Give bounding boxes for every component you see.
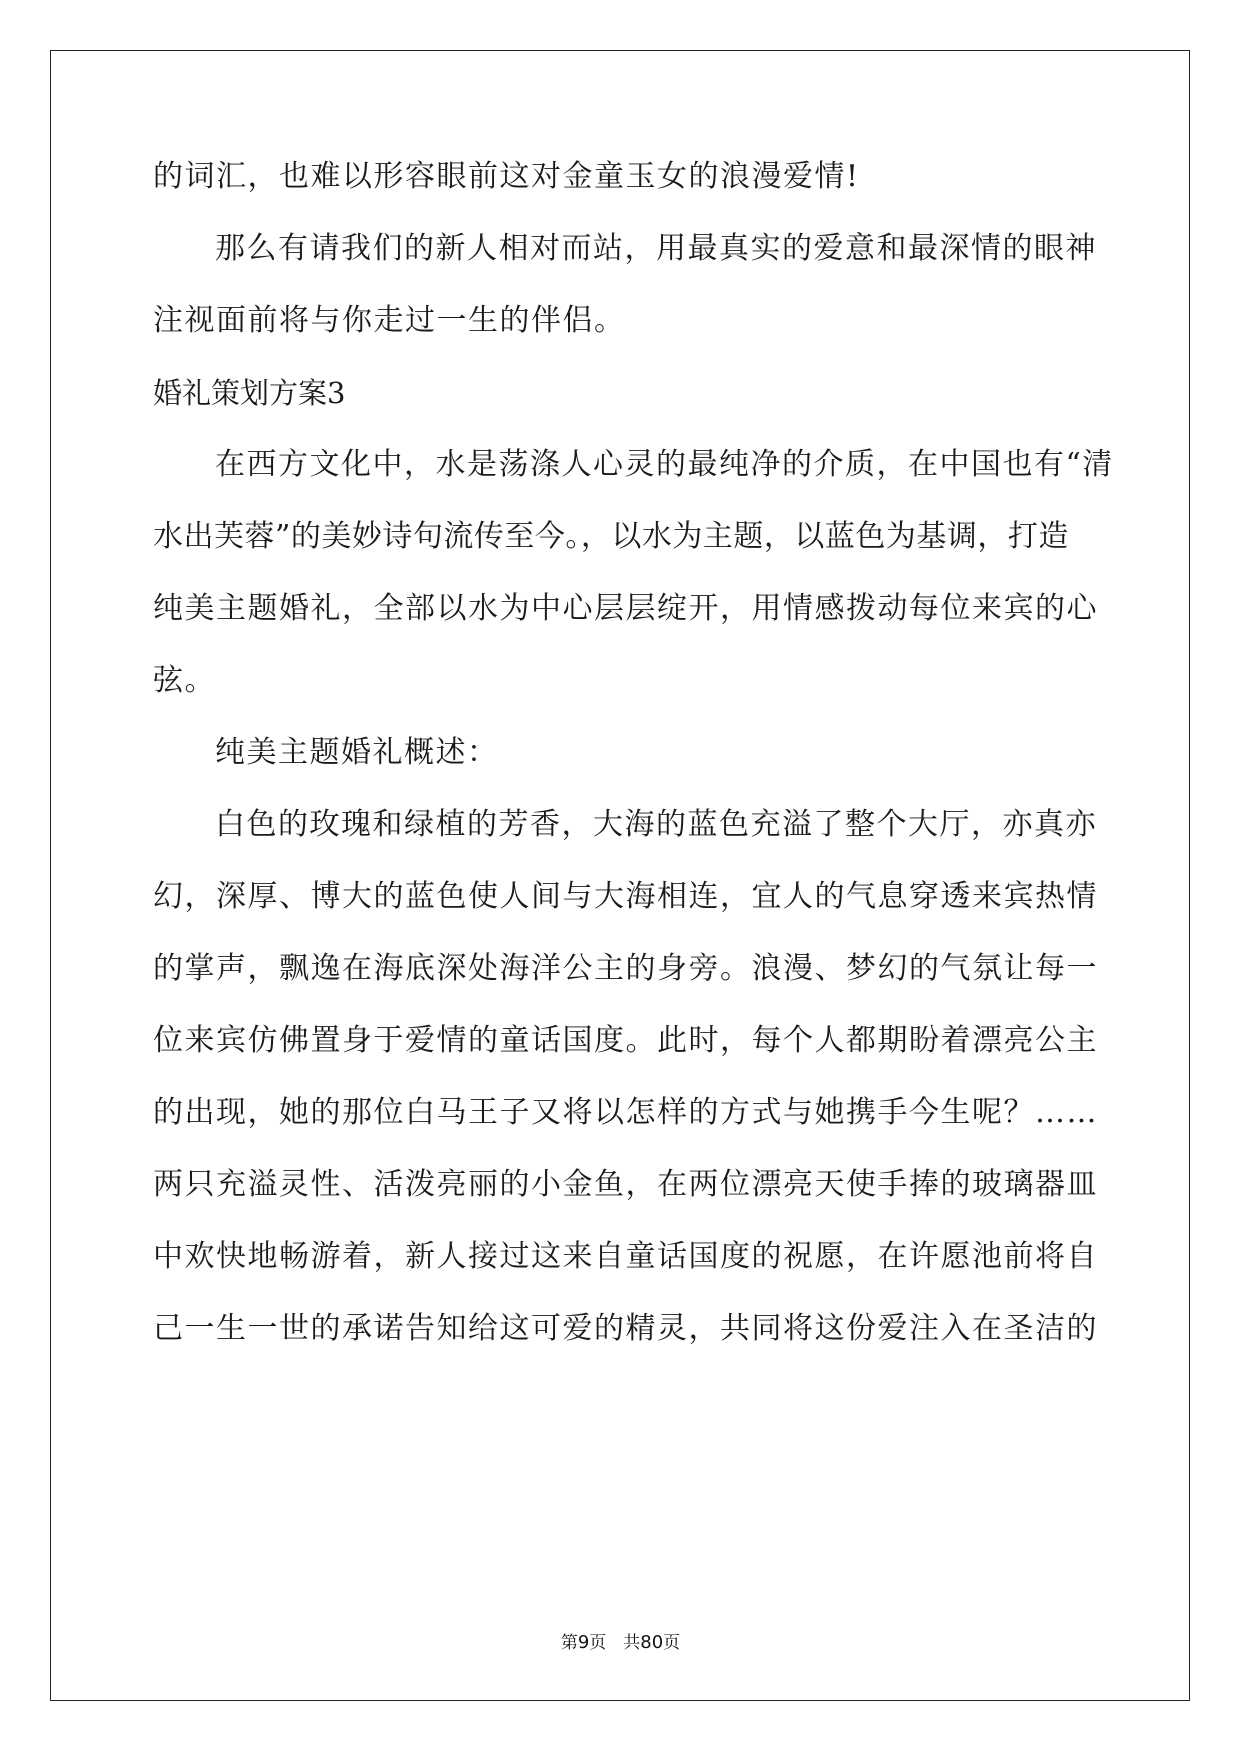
- text-line-15: 两只充溢灵性、活泼亮丽的小金鱼，在两位漂亮天使手捧的玻璃器皿: [153, 1167, 1098, 1202]
- section-heading: 婚礼策划方案3: [153, 376, 346, 410]
- footer-middle: 页 共: [589, 1633, 641, 1653]
- text-line-6: 水出芙蓉”的美妙诗句流传至今。，以水为主题，以蓝色为基调，打造: [153, 519, 1069, 554]
- text-line-1: 的词汇，也难以形容眼前这对金童玉女的浪漫爱情!: [153, 159, 860, 194]
- text-line-7: 纯美主题婚礼，全部以水为中心层层绽开，用情感拨动每位来宾的心: [153, 591, 1098, 626]
- text-line-12: 的掌声，飘逸在海底深处海洋公主的身旁。浪漫、梦幻的气氛让每一: [153, 951, 1098, 986]
- page-footer: [0, 1628, 1241, 1653]
- footer-prefix: 第: [560, 1633, 578, 1653]
- text-line-16: 中欢快地畅游着，新人接过这来自童话国度的祝愿，在许愿池前将自: [153, 1239, 1098, 1274]
- paragraph-line-5: 在西方文化中，水是荡涤人心灵的最纯净的介质，在中国也有“清: [215, 447, 1114, 482]
- paragraph-line-2: 那么有请我们的新人相对而站，用最真实的爱意和最深情的眼神: [215, 231, 1097, 266]
- footer-suffix: 页: [663, 1633, 681, 1653]
- current-page-number: 9: [577, 1632, 590, 1653]
- text-line-8: 弦。: [153, 663, 216, 698]
- page-border: [50, 50, 1190, 1701]
- text-line-17: 己一生一世的承诺告知给这可爱的精灵，共同将这份爱注入在圣洁的: [153, 1311, 1098, 1346]
- text-line-3: 注视面前将与你走过一生的伴侣。: [153, 303, 626, 338]
- paragraph-line-9: 纯美主题婚礼概述：: [215, 735, 499, 770]
- text-line-13: 位来宾仿佛置身于爱情的童话国度。此时，每个人都期盼着漂亮公主: [153, 1023, 1098, 1058]
- total-page-count: 80: [640, 1632, 664, 1653]
- paragraph-line-10: 白色的玫瑰和绿植的芳香，大海的蓝色充溢了整个大厅，亦真亦: [215, 807, 1097, 842]
- text-line-11: 幻，深厚、博大的蓝色使人间与大海相连，宜人的气息穿透来宾热情: [153, 879, 1098, 914]
- text-line-14: 的出现，她的那位白马王子又将以怎样的方式与她携手今生呢？……: [153, 1095, 1098, 1130]
